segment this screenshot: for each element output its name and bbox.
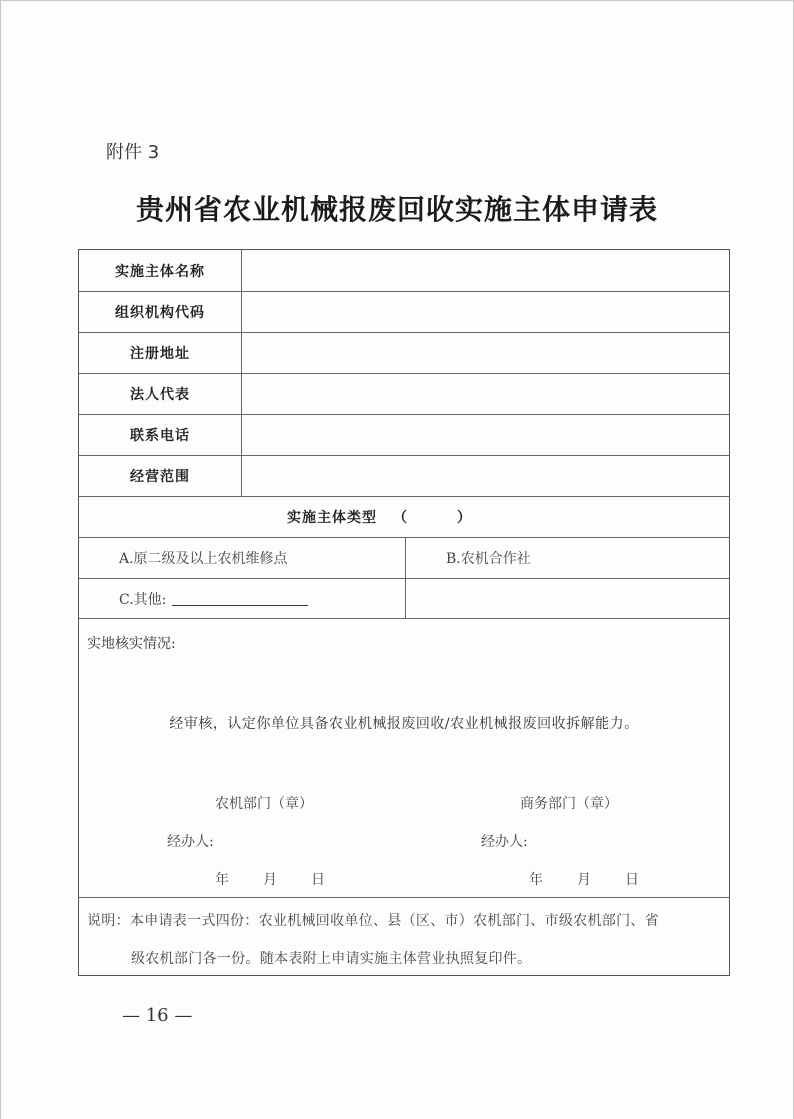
entity-type-choice[interactable]: （） <box>393 510 521 526</box>
form-row-type-other <box>79 578 729 618</box>
page-number: — 16 — <box>122 1005 193 1026</box>
form-row-entity-name <box>79 250 729 291</box>
field-label: 法人代表 <box>79 374 242 414</box>
note-section <box>79 897 729 975</box>
page-title: 贵州省农业机械报废回收实施主体申请表 <box>135 193 658 226</box>
entity-type-label: 实施主体类型 <box>287 510 377 526</box>
form-row-type-title <box>79 496 729 537</box>
date-day: 日 <box>311 872 325 888</box>
form-row-phone <box>79 414 729 455</box>
date-month: 月 <box>577 872 591 888</box>
option-c-cell <box>79 579 406 618</box>
option-c-label: C.其他: <box>119 591 167 608</box>
legal-rep-field[interactable] <box>242 374 729 414</box>
field-label: 经营范围 <box>79 456 242 496</box>
form-row-org-code <box>79 291 729 332</box>
agri-handler-label: 经办人: <box>167 834 214 850</box>
date-year: 年 <box>215 872 229 888</box>
verification-section <box>79 618 729 897</box>
option-b-cell <box>406 538 729 578</box>
agri-dept-seal: 农机部门（章） <box>215 796 313 812</box>
page-border <box>0 0 1 1119</box>
commerce-dept-seal: 商务部门（章） <box>520 796 618 812</box>
phone-field[interactable] <box>242 415 729 455</box>
commerce-handler-label: 经办人: <box>481 834 528 850</box>
attachment-label: 附件 3 <box>106 142 160 163</box>
option-c <box>119 589 308 609</box>
form-row-address <box>79 332 729 373</box>
note-line: 说明：本申请表一式四份：农业机械回收单位、县（区、市）农机部门、市级农机部门、省 <box>87 913 659 929</box>
verification-label: 实地核实情况: <box>87 636 176 652</box>
address-field[interactable] <box>242 333 729 373</box>
form-row-legal-rep <box>79 373 729 414</box>
option-a-label: A.原二级及以上农机维修点 <box>119 551 288 567</box>
empty-cell <box>406 579 729 618</box>
field-label: 联系电话 <box>79 415 242 455</box>
option-b-label: B.农机合作社 <box>446 551 531 567</box>
date-month: 月 <box>263 872 277 888</box>
business-scope-field[interactable] <box>242 456 729 496</box>
commerce-date <box>529 869 673 889</box>
verification-statement: 经审核，认定你单位具备农业机械报废回收/农业机械报废回收拆解能力。 <box>169 716 639 732</box>
org-code-field[interactable] <box>242 292 729 332</box>
form-row-scope <box>79 455 729 496</box>
page-border <box>0 0 794 1</box>
field-label: 实施主体名称 <box>79 250 242 291</box>
date-year: 年 <box>529 872 543 888</box>
note-line: 级农机部门各一份。随本表附上申请实施主体营业执照复印件。 <box>131 951 532 967</box>
field-label: 组织机构代码 <box>79 292 242 332</box>
application-form <box>78 249 730 976</box>
date-day: 日 <box>625 872 639 888</box>
option-a-cell <box>79 538 406 578</box>
agri-date <box>215 869 359 889</box>
other-type-field[interactable] <box>172 591 308 606</box>
field-label: 注册地址 <box>79 333 242 373</box>
form-row-type-options <box>79 537 729 578</box>
entity-name-field[interactable] <box>242 250 729 291</box>
entity-type-heading <box>79 497 729 537</box>
